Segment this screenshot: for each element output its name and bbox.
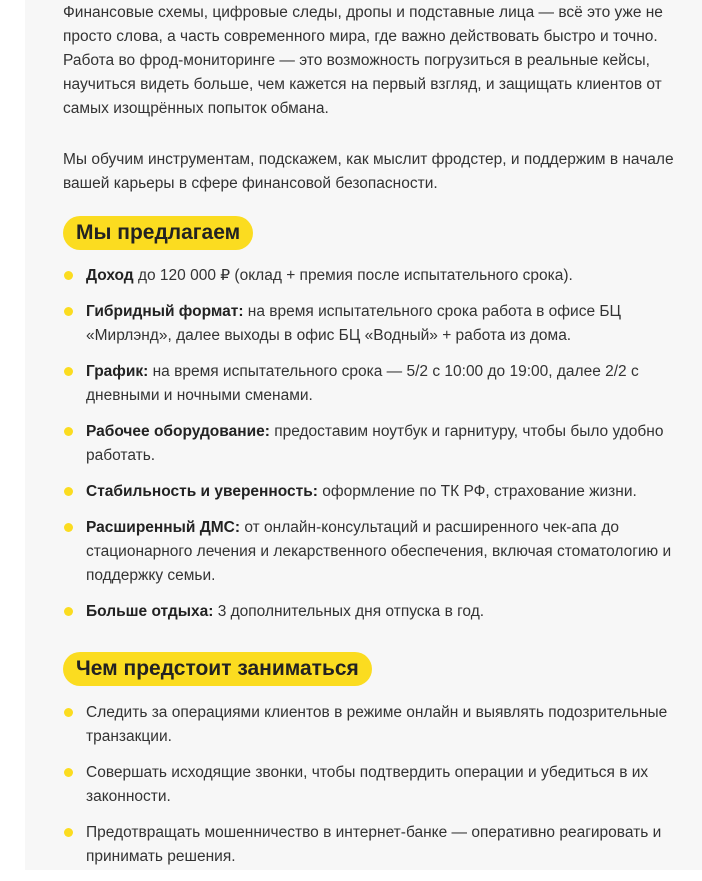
list-item <box>63 600 673 624</box>
offer-item-text: 3 дополнительных дня отпуска в год. <box>213 603 485 620</box>
offer-heading: Мы предлагаем <box>63 216 253 250</box>
offer-list <box>63 264 673 636</box>
offer-item-lead: Расширенный ДМС: <box>86 519 241 536</box>
bullet-dot-icon <box>64 523 73 532</box>
intro-paragraph-1: Финансовые схемы, цифровые следы, дропы и подставные лица — всё это уже не просто слова, а часть современного мира, где важно действовать быстро и точно. Работа во фрод-мониторинге — это возможность погрузиться в реальные кейсы, научиться видеть больше, чем кажется на первый взгляд, и защищать клиентов от самых изощрённых попыток обмана. <box>63 4 663 117</box>
task-item-text: Совершать исходящие звонки, чтобы подтвердить операции и убедиться в их законности. <box>86 764 649 805</box>
list-item <box>63 821 673 869</box>
list-item <box>63 300 673 348</box>
offer-item-text: на время испытательного срока работа в офисе БЦ «Мирлэнд», далее выходы в офис БЦ «Водный» + работа из дома. <box>86 303 622 344</box>
offer-item-lead: Гибридный формат: <box>86 303 244 320</box>
tasks-list <box>63 701 673 881</box>
tasks-heading: Чем предстоит заниматься <box>63 652 372 686</box>
offer-item-lead: Доход <box>86 267 134 284</box>
list-item <box>63 264 673 288</box>
bullet-dot-icon <box>64 427 73 436</box>
offer-item-text: на время испытательного срока — 5/2 с 10:00 до 19:00, далее 2/2 с дневными и ночными сменами. <box>86 363 639 404</box>
list-item <box>63 420 673 468</box>
intro-paragraph-2: Мы обучим инструментам, подскажем, как мыслит фродстер, и поддержим в начале вашей карьеры в сфере финансовой безопасности. <box>63 151 674 192</box>
offer-item-text: оформление по ТК РФ, страхование жизни. <box>317 483 637 500</box>
bullet-dot-icon <box>64 367 73 376</box>
bullet-dot-icon <box>64 607 73 616</box>
list-item <box>63 516 673 588</box>
bullet-dot-icon <box>64 828 73 837</box>
bullet-dot-icon <box>64 271 73 280</box>
offer-item-lead: Рабочее оборудование: <box>86 423 270 440</box>
bullet-dot-icon <box>64 708 73 717</box>
offer-item-lead: Стабильность и уверенность: <box>86 483 318 500</box>
bullet-dot-icon <box>64 307 73 316</box>
bullet-dot-icon <box>64 487 73 496</box>
task-item-text: Следить за операциями клиентов в режиме онлайн и выявлять подозрительные транзакции. <box>86 704 668 745</box>
offer-item-text: от онлайн-консультаций и расширенного чек-апа до стационарного лечения и лекарственного обеспечения, включая стоматологию и поддержку семьи. <box>86 519 672 584</box>
offer-item-text: предоставим ноутбук и гарнитуру, чтобы было удобно работать. <box>86 423 664 464</box>
list-item <box>63 701 673 749</box>
vacancy-description-card <box>25 0 702 870</box>
offer-item-text: до 120 000 ₽ (оклад + премия после испытательного срока). <box>133 267 573 284</box>
offer-item-lead: График: <box>86 363 149 380</box>
bullet-dot-icon <box>64 768 73 777</box>
offer-item-lead: Больше отдыха: <box>86 603 214 620</box>
list-item <box>63 761 673 809</box>
list-item <box>63 480 673 504</box>
task-item-text: Предотвращать мошенничество в интернет-банке — оперативно реагировать и принимать решения. <box>86 824 662 865</box>
list-item <box>63 360 673 408</box>
